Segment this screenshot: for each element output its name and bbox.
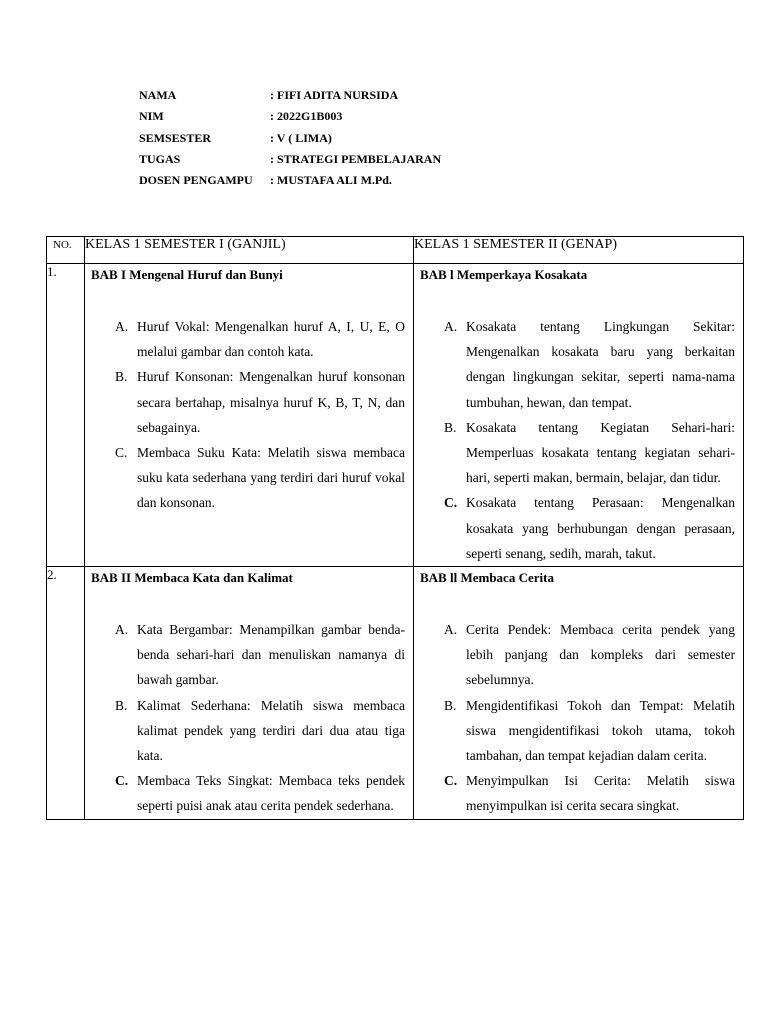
list-item <box>115 693 405 769</box>
column-header-no: NO. <box>47 237 85 264</box>
list-item <box>115 314 405 364</box>
list-item <box>444 314 735 415</box>
list-marker: B. <box>115 369 128 385</box>
semester-ganjil-cell <box>85 264 414 567</box>
list-item <box>444 617 735 693</box>
table-row <box>47 264 744 567</box>
info-label: TUGAS <box>139 151 181 166</box>
info-row-nama <box>139 85 441 106</box>
list-text: Huruf Vokal: Mengenalkan huruf A, I, U, E, O melalui gambar dan contoh kata. <box>137 319 405 360</box>
info-value: : MUSTAFA ALI M.Pd. <box>270 173 392 188</box>
list-text: Mengidentifikasi Tokoh dan Tempat: Melatih siswa mengidentifikasi tokoh utama, tokoh tambahan, dan tempat kejadian dalam cerita. <box>466 697 735 764</box>
chapter-title: BAB ll Membaca Cerita <box>420 570 554 586</box>
chapter-title: BAB II Membaca Kata dan Kalimat <box>91 570 293 586</box>
table-row <box>47 567 744 820</box>
topic-list <box>414 617 743 819</box>
list-marker: C. <box>444 495 458 511</box>
list-marker: A. <box>444 622 458 638</box>
list-marker: B. <box>115 697 128 713</box>
info-value: : 2022G1B003 <box>270 109 343 124</box>
list-text: Kosakata tentang Perasaan: Mengenalkan kosakata yang berhubungan dengan perasaan, seperti senang, sedih, marah, takut. <box>466 495 735 561</box>
list-text: Menyimpulkan Isi Cerita: Melatih siswa menyimpulkan isi cerita secara singkat. <box>466 773 735 814</box>
list-marker: A. <box>115 319 129 334</box>
student-info <box>139 85 441 191</box>
row-number: 1. <box>47 264 85 567</box>
list-text: Kata Bergambar: Menampilkan gambar benda-benda sehari-hari dan menuliskan namanya di bawah gambar. <box>137 622 405 688</box>
column-header-genap: KELAS 1 SEMESTER II (GENAP) <box>414 237 744 264</box>
list-text: Membaca Suku Kata: Melatih siswa membaca suku kata sederhana yang terdiri dari huruf vokal dan konsonan. <box>137 445 405 511</box>
list-item <box>115 364 405 440</box>
topic-list <box>85 617 413 819</box>
info-row-nim <box>139 106 441 127</box>
info-label: NAMA <box>139 88 177 102</box>
list-marker: A. <box>444 319 458 334</box>
list-marker: A. <box>115 622 129 638</box>
chapter-title: BAB I Mengenal Huruf dan Bunyi <box>91 267 283 282</box>
info-value: : V ( LIMA) <box>270 130 332 145</box>
table-header-row <box>47 237 744 264</box>
list-marker: C. <box>444 773 458 789</box>
info-row-dosen <box>139 170 441 191</box>
info-row-semester <box>139 128 441 149</box>
list-item <box>115 617 405 693</box>
semester-genap-cell <box>414 567 744 820</box>
row-number: 2. <box>47 567 85 820</box>
list-text: Cerita Pendek: Membaca cerita pendek yang lebih panjang dan kompleks dari semester sebelumnya. <box>466 622 735 688</box>
info-label: DOSEN PENGAMPU <box>139 173 253 188</box>
semester-ganjil-cell <box>85 567 414 820</box>
semester-genap-cell <box>414 264 744 567</box>
info-label: SEMSESTER <box>139 130 212 145</box>
list-text: Kosakata tentang Kegiatan Sehari-hari: Memperluas kosakata tentang kegiatan sehari-hari, seperti makan, bermain, belajar, dan tidur. <box>466 419 735 486</box>
column-header-ganjil: KELAS 1 SEMESTER I (GANJIL) <box>85 237 414 264</box>
list-marker: C. <box>115 445 128 461</box>
list-item <box>115 440 405 516</box>
topic-list <box>414 314 743 566</box>
info-row-tugas <box>139 149 441 170</box>
chapter-title: BAB l Memperkaya Kosakata <box>420 267 588 282</box>
list-item <box>444 768 735 818</box>
list-text: Membaca Teks Singkat: Membaca teks pendek seperti puisi anak atau cerita pendek sederhana. <box>137 773 405 814</box>
topic-list <box>85 314 413 516</box>
info-value: : FIFI ADITA NURSIDA <box>270 88 399 102</box>
list-text: Kosakata tentang Lingkungan Sekitar: Mengenalkan kosakata baru yang berkaitan dengan lingkungan sekitar, seperti nama-nama tumbuhan, hewan, dan tempat. <box>466 319 735 410</box>
curriculum-table <box>46 236 744 820</box>
list-marker: B. <box>444 419 457 435</box>
list-item <box>115 768 405 818</box>
list-item <box>444 693 735 769</box>
list-item <box>444 415 735 491</box>
list-text: Kalimat Sederhana: Melatih siswa membaca kalimat pendek yang terdiri dari dua atau tiga kata. <box>137 697 405 764</box>
list-marker: B. <box>444 697 457 713</box>
info-value: : STRATEGI PEMBELAJARAN <box>270 151 442 166</box>
list-marker: C. <box>115 773 129 789</box>
info-label: NIM <box>139 109 164 124</box>
list-text: Huruf Konsonan: Mengenalkan huruf konsonan secara bertahap, misalnya huruf K, B, T, N, dan sebagainya. <box>137 369 405 435</box>
list-item <box>444 490 735 566</box>
